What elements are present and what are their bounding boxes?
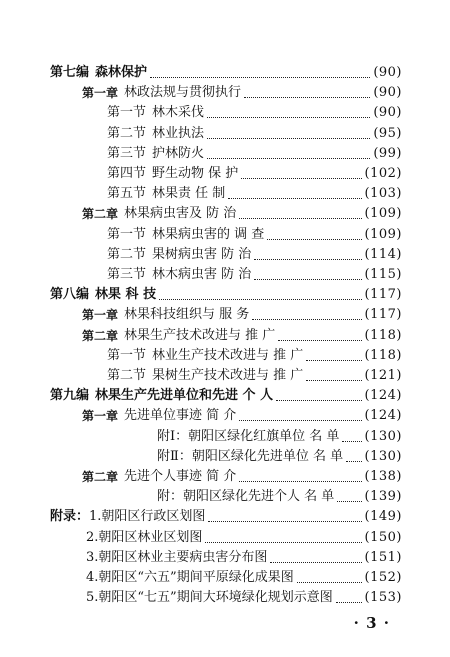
toc-leader-dots (346, 460, 361, 462)
toc-leader-dots (336, 601, 362, 603)
toc-entry (107, 244, 402, 266)
toc-entry-page: (109) (364, 206, 402, 221)
toc-entry-label: 第二节 (107, 368, 147, 383)
toc-entry (157, 446, 402, 468)
toc-entry-page: (150) (364, 530, 402, 545)
toc-entry-title: 林果 科 技 (95, 287, 157, 302)
toc-entry-page: (114) (364, 247, 402, 262)
toc-entry-title: 林木采伐 (152, 105, 205, 120)
toc-entry-title: 野生动物 保 护 (152, 166, 239, 181)
toc-entry (82, 405, 402, 427)
toc-entry (50, 62, 402, 84)
toc-entry-title: 3.朝阳区林业主要病虫害分布图 (86, 550, 268, 565)
toc-entry-title: 林政法规与贯彻执行 (124, 85, 242, 100)
toc-entry-page: (117) (364, 307, 402, 322)
toc-entry-label: 第三节 (107, 146, 147, 161)
toc-entry-label: 第三节 (107, 267, 147, 282)
toc-entry (82, 82, 402, 104)
toc-leader-dots (207, 137, 370, 139)
toc-entry-label: 第二节 (107, 126, 147, 141)
toc-entry (107, 365, 402, 387)
toc-leader-dots (297, 581, 362, 583)
toc-entry (107, 183, 402, 205)
toc-entry-page: (90) (373, 65, 402, 80)
toc-entry-page: (139) (364, 489, 402, 504)
toc-entry-title: 林业生产技术改进与 推 广 (152, 348, 304, 363)
toc-entry (107, 123, 402, 145)
toc-entry-title: 林果病虫害及 防 治 (124, 206, 237, 221)
toc-entry-title: 附Ⅰ：朝阳区绿化红旗单位 名 单 (157, 429, 340, 444)
toc-entry-page: (109) (364, 227, 402, 242)
toc-entry-title: 5.朝阳区“七五”期间大环境绿化规划示意图 (86, 590, 333, 605)
toc-entry-label: 附录： (50, 509, 90, 524)
toc-entry (82, 466, 402, 488)
toc-entry-title: 护林防火 (152, 146, 205, 161)
toc-leader-dots (267, 238, 361, 240)
toc-entry-label: 第五节 (107, 186, 147, 201)
toc-entry-title: 林果责 任 制 (152, 186, 226, 201)
toc-entry-label: 第二章 (82, 207, 119, 221)
toc-entry-page: (90) (373, 85, 402, 100)
toc-entry (86, 567, 402, 589)
toc-leader-dots (208, 520, 361, 522)
toc-entry-label: 第一节 (107, 227, 147, 242)
toc-leader-dots (228, 197, 361, 199)
toc-entry (107, 143, 402, 165)
toc-entry-label: 第一节 (107, 348, 147, 363)
toc-entry-label: 第八编 (50, 287, 90, 302)
toc-entry (86, 587, 402, 609)
toc-entry-title: 林果科技组织与 服 务 (124, 307, 250, 322)
toc-entry-page: (124) (364, 388, 402, 403)
toc-entry-page: (130) (364, 449, 402, 464)
toc-entry-label: 第二章 (82, 329, 119, 343)
toc-entry-title: 林果生产技术改进与 推 广 (124, 328, 276, 343)
toc-entry (50, 506, 402, 528)
toc-entry (157, 426, 402, 448)
toc-entry (82, 304, 402, 326)
toc-entry (50, 284, 402, 306)
toc-entry (107, 163, 402, 185)
toc-entry (107, 224, 402, 246)
toc-leader-dots (207, 116, 370, 118)
toc-leader-dots (205, 541, 361, 543)
toc-entry-label: 第四节 (107, 166, 147, 181)
toc-entry-title: 附Ⅱ：朝阳区绿化先进单位 名 单 (157, 449, 344, 464)
toc-entry (107, 102, 402, 124)
toc-entry-title: 果树病虫害 防 治 (152, 247, 252, 262)
toc-leader-dots (239, 480, 361, 482)
toc-leader-dots (276, 399, 361, 401)
toc-entry-page: (153) (364, 590, 402, 605)
toc-entry-page: (95) (373, 126, 402, 141)
toc-entry-page: (151) (364, 550, 402, 565)
toc-entry-page: (115) (364, 267, 402, 282)
toc-entry-title: 先进单位事迹 简 介 (124, 408, 237, 423)
toc-entry-title: 附：朝阳区绿化先进个人 名 单 (157, 489, 335, 504)
toc-entry-page: (102) (364, 166, 402, 181)
toc-entry-page: (118) (364, 348, 402, 363)
toc-entry-label: 第一章 (82, 409, 119, 423)
toc-leader-dots (207, 157, 370, 159)
toc-leader-dots (244, 96, 370, 98)
toc-entry-label: 第九编 (50, 388, 90, 403)
toc-entry-page: (124) (364, 408, 402, 423)
toc-entry-page: (121) (364, 368, 402, 383)
toc-entry-label: 第一节 (107, 105, 147, 120)
toc-entry-page: (118) (364, 328, 402, 343)
toc-leader-dots (306, 379, 361, 381)
toc-entry-title: 1.朝阳区行政区划图 (89, 509, 206, 524)
toc-leader-dots (270, 561, 361, 563)
toc-entry (86, 527, 402, 549)
toc-entry-label: 第七编 (50, 65, 90, 80)
toc-entry-page: (103) (364, 186, 402, 201)
toc-leader-dots (278, 339, 361, 341)
toc-entry-title: 林果生产先进单位和先进 个 人 (95, 388, 274, 403)
toc-leader-dots (159, 298, 361, 300)
toc-entry-page: (149) (364, 509, 402, 524)
toc-entry-title: 林果病虫害的 调 查 (152, 227, 265, 242)
toc-entry-title: 林木病虫害 防 治 (152, 267, 252, 282)
toc-entry-title: 林业执法 (152, 126, 205, 141)
toc-entry-page: (152) (364, 570, 402, 585)
toc-entry (86, 547, 402, 569)
toc-entry (82, 203, 402, 225)
toc-leader-dots (342, 440, 361, 442)
toc-leader-dots (337, 500, 361, 502)
toc-entry-label: 第一章 (82, 86, 119, 100)
toc-entry-page: (138) (364, 469, 402, 484)
toc-entry-title: 4.朝阳区“六五”期间平原绿化成果图 (86, 570, 294, 585)
toc-leader-dots (239, 419, 361, 421)
toc-entry (50, 385, 402, 407)
toc-entry (157, 486, 402, 508)
toc-leader-dots (254, 258, 361, 260)
toc-entry-label: 第一章 (82, 308, 119, 322)
toc-entry-title: 先进个人事迹 简 介 (124, 469, 237, 484)
toc-entry (107, 345, 402, 367)
toc-entry-page: (90) (373, 105, 402, 120)
toc-leader-dots (306, 359, 361, 361)
toc-leader-dots (150, 76, 370, 78)
toc-leader-dots (252, 318, 361, 320)
toc-entry (82, 325, 402, 347)
toc-entry-page: (99) (373, 146, 402, 161)
toc-leader-dots (239, 217, 361, 219)
toc-entry-label: 第二节 (107, 247, 147, 262)
toc-leader-dots (241, 177, 361, 179)
toc-entry-title: 2.朝阳区林业区划图 (86, 530, 203, 545)
page-number: · 3 · (353, 614, 390, 632)
toc-entry-page: (130) (364, 429, 402, 444)
toc-entry (107, 264, 402, 286)
toc-entry-title: 果树生产技术改进与 推 广 (152, 368, 304, 383)
toc-entry-label: 第二章 (82, 470, 119, 484)
toc-entry-title: 森林保护 (95, 65, 148, 80)
toc-leader-dots (254, 278, 361, 280)
toc-entry-page: (117) (364, 287, 402, 302)
